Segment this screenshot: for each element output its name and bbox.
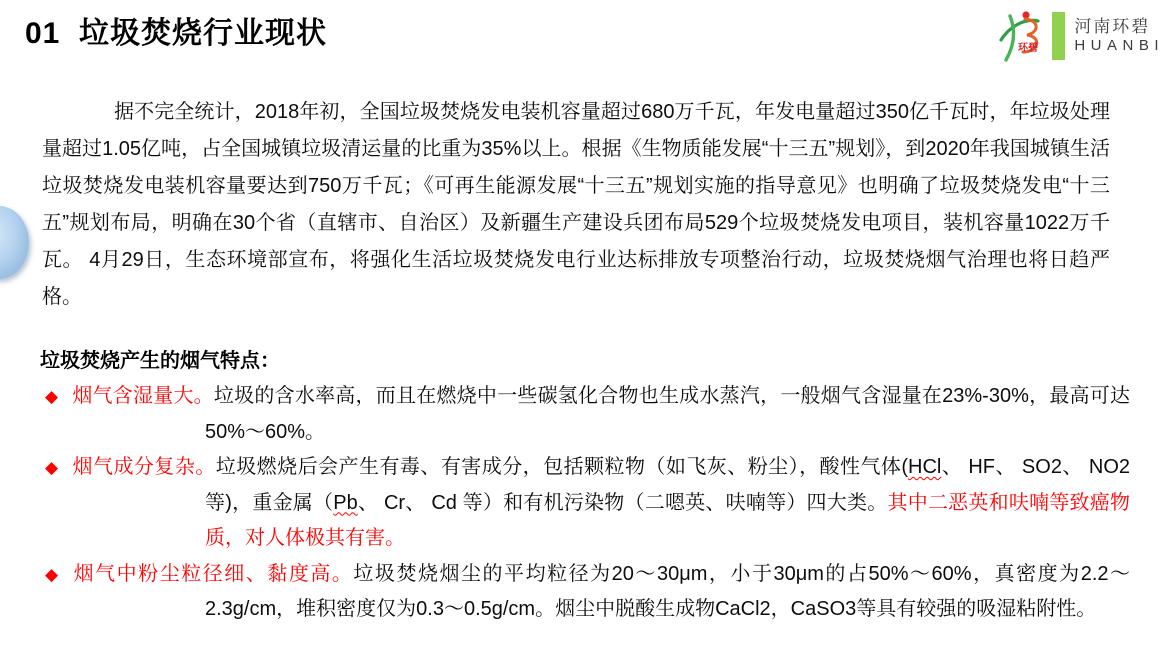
decorative-sphere <box>0 206 29 279</box>
list-item <box>0 450 1130 557</box>
page-title: 01 垃圾焚烧行业现状 <box>25 17 328 50</box>
company-logo <box>998 9 1164 63</box>
company-name-en: HUANBI <box>1074 37 1164 55</box>
company-name-cn: 河南环碧 <box>1074 17 1151 36</box>
bullet-body: 垃圾焚烧烟尘的平均粒径为20～30μm，小于30μm的占50%～60%，真密度为2.2～2.3g/cm，堆积密度仅为0.3～0.5g/cm。烟尘中脱酸生成物CaCl2，CaSO3等具有较强的吸湿粘附性。 <box>205 562 1131 620</box>
list-item <box>0 557 1130 628</box>
logo-mark-text: 环碧 <box>1018 43 1039 54</box>
diamond-bullet-icon: ◆ <box>45 387 59 406</box>
huanbi-logo-icon <box>998 9 1048 63</box>
features-heading: 垃圾焚烧产生的烟气特点： <box>40 350 280 372</box>
spellcheck-underlined-term: Pb <box>333 491 358 514</box>
logo-text <box>1074 16 1164 56</box>
logo-divider-bar <box>1052 12 1065 60</box>
highlight-warning-text: 其中二恶英和呋喃等致癌物质，对人体极其有害。 <box>205 491 1130 549</box>
diamond-bullet-icon: ◆ <box>45 564 60 584</box>
bullet-body: 垃圾燃烧后会产生有毒、有害成分，包括颗粒物（如飞灰、粉尘），酸性气体( <box>215 456 909 478</box>
bullet-lead: 烟气中粉尘粒径细、黏度高。 <box>73 562 354 585</box>
intro-paragraph: 据不完全统计，2018年初，全国垃圾焚烧发电装机容量超过680万千瓦，年发电量超过350亿千瓦时，年垃圾处理量超过1.05亿吨，占全国城镇垃圾清运量的比重为35%以上。根据《生物质能发展“十三五”规划》，到2020年我国城镇生活垃圾焚烧发电装机容量要达到750万千瓦；《可再生能源发展“十三五”规划实施的指导意见》也明确了垃圾焚烧发电“十三五”规划布局，明确在30个省（直辖市、自治区）及新疆生产建设兵团布局529个垃圾焚烧发电项目，装机容量1022万千瓦。 4月29日，生态环境部宣布，将强化生活垃圾焚烧发电行业达标排放专项整治行动，垃圾焚烧烟气治理也将日趋严格。 <box>42 101 1110 308</box>
spellcheck-underlined-term: HCl <box>908 456 942 478</box>
bullet-body: 、 HF、 SO2、 NO2等)，重金属（ <box>205 456 1130 514</box>
diamond-bullet-icon: ◆ <box>45 458 59 477</box>
features-list <box>0 379 1130 628</box>
bullet-body: 、 Cr、 Cd 等）和有机污染物（二嗯英、呋喃等）四大类。 <box>357 491 888 514</box>
bullet-body: 垃圾的含水率高，而且在燃烧中一些碳氢化合物也生成水蒸汽，一般烟气含湿量在23%-30%，最高可达50%～60%。 <box>205 385 1131 443</box>
bullet-lead: 烟气含湿量大。 <box>72 385 214 407</box>
bullet-lead: 烟气成分复杂。 <box>72 456 216 478</box>
list-item <box>0 379 1130 450</box>
